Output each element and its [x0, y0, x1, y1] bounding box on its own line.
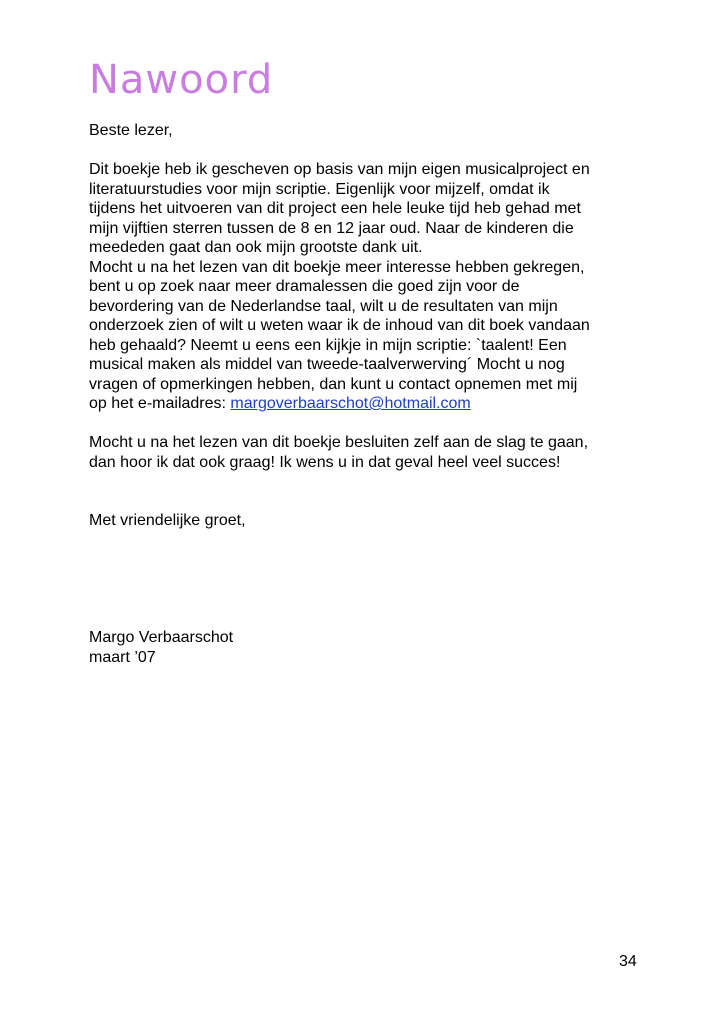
author-name: Margo Verbaarschot	[89, 629, 234, 646]
paragraph-2-line: dan hoor ik dat ook graag! Ik wens u in dat geval heel veel succes!	[89, 453, 561, 471]
paragraph-spacer	[89, 472, 649, 511]
paragraph-1-line: musical maken als middel van tweede-taalverwerving´ Mocht u nog	[89, 356, 565, 373]
paragraph-1-line: meededen gaat dan ook mijn grootste dank uit.	[89, 239, 423, 256]
salutation: Beste lezer,	[89, 122, 173, 139]
paragraph-spacer	[89, 414, 649, 434]
paragraph-1	[89, 160, 649, 414]
signature-space	[89, 531, 649, 629]
paragraph-1-line: onderzoek zien of wilt u weten waar ik de inhoud van dit boek vandaan	[89, 317, 590, 334]
paragraph-2	[89, 433, 649, 472]
paragraph-1-line: bent u op zoek naar meer dramalessen die goed zijn voor de	[89, 278, 520, 295]
email-link[interactable]: margoverbaarschot@hotmail.com	[230, 395, 471, 412]
letter-date: maart ’07	[89, 648, 156, 666]
paragraph-1-line: heb gehaald? Neemt u eens een kijkje in mijn scriptie: `taalent! Een	[89, 336, 567, 354]
paragraph-1-line: Mocht u na het lezen van dit boekje meer interesse hebben gekregen,	[89, 258, 585, 276]
paragraph-1-line: Dit boekje heb ik gescheven op basis van mijn eigen musicalproject en	[89, 161, 590, 178]
paragraph-1-line: literatuurstudies voor mijn scriptie. Eigenlijk voor mijzelf, omdat ik	[89, 180, 550, 198]
page-number: 34	[619, 953, 637, 970]
letter-body	[89, 121, 649, 667]
paragraph-1-line: mijn vijftien sterren tussen de 8 en 12 jaar oud. Naar de kinderen die	[89, 219, 574, 237]
paragraph-spacer	[89, 141, 649, 161]
paragraph-2-line: Mocht u na het lezen van dit boekje besluiten zelf aan de slag te gaan,	[89, 434, 589, 451]
paragraph-1-line: vragen of opmerkingen hebben, dan kunt u contact opnemen met mij	[89, 375, 578, 393]
email-prefix: op het e-mailadres:	[89, 395, 231, 412]
email-line	[89, 394, 649, 414]
closing: Met vriendelijke groet,	[89, 512, 246, 529]
page-title: Nawoord	[89, 57, 274, 103]
paragraph-1-line: bevordering van de Nederlandse taal, wilt u de resultaten van mijn	[89, 297, 558, 315]
paragraph-1-line: tijdens het uitvoeren van dit project een hele leuke tijd heb gehad met	[89, 200, 581, 217]
